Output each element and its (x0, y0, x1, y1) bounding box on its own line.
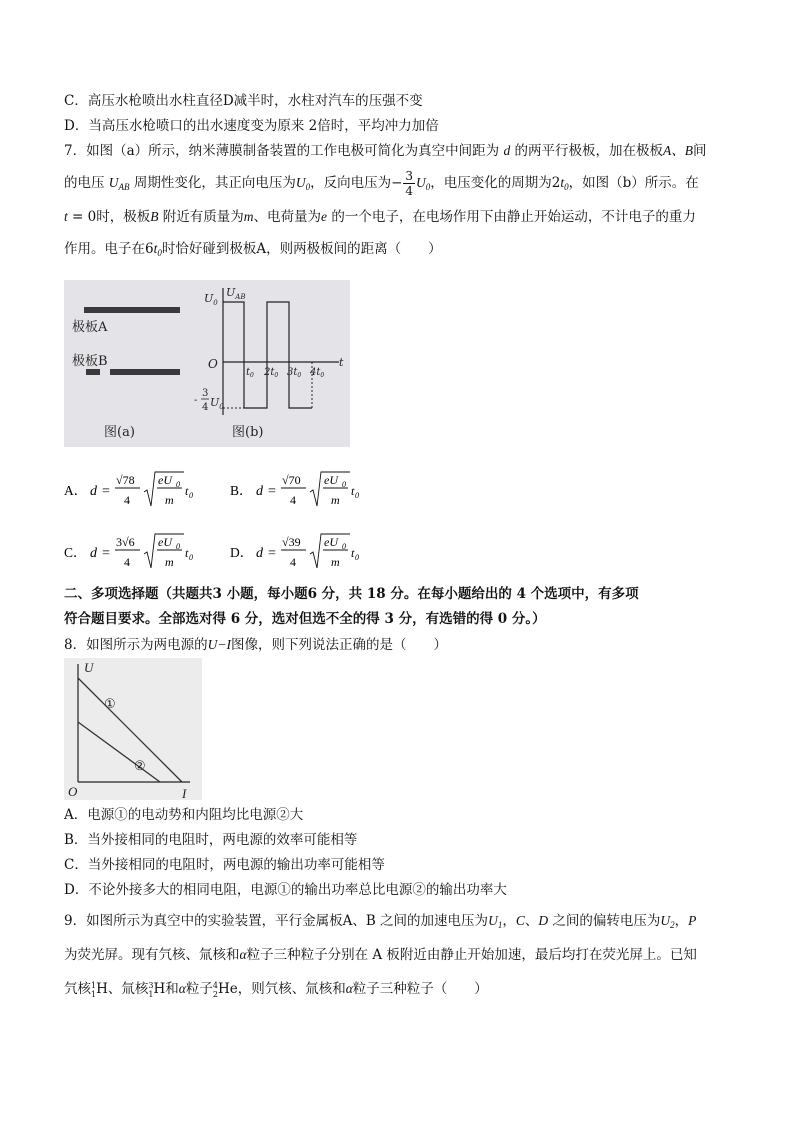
svg-text:m: m (331, 493, 340, 507)
q8-option-d: D．不论外接多大的相同电阻，电源①的输出功率总比电源②的输出功率大 (64, 882, 507, 898)
q7-option-d (230, 530, 380, 578)
svg-text:eU: eU (324, 535, 338, 549)
q9-stem-line3: 氕核 1 1 H、氚核 3 1 H和α粒子 4 2 He，则氕核、氚核和α粒子三种粒子（ ） (64, 980, 488, 999)
svg-text:0: 0 (342, 480, 346, 489)
q9-stem-line2: 为荧光屏。现有氕核、氚核和α粒子三种粒子分别在 A 板附近由静止开始加速，最后均打在荧光屏上。已知 (64, 947, 697, 963)
caption-a: 图(a) (104, 425, 135, 440)
svg-text:0: 0 (355, 491, 359, 500)
q7-stem-line4: 作用。电子在$6t_0$时恰好碰到极板A，则两极板间的距离（ ） (64, 241, 442, 258)
neg-frac-num: 3 (202, 388, 209, 399)
q8-line-1 (78, 678, 182, 782)
caption-b: 图(b) (232, 425, 264, 440)
svg-text:√70: √70 (282, 473, 301, 487)
svg-text:m: m (331, 555, 340, 569)
svg-text:eU: eU (158, 473, 172, 487)
svg-text:t: t (351, 546, 355, 560)
svg-text:4: 4 (290, 555, 296, 569)
svg-text:0: 0 (176, 542, 180, 551)
svg-text:4: 4 (290, 493, 296, 507)
q7-option-c (64, 530, 214, 578)
svg-text:3√6: 3√6 (116, 535, 135, 549)
q7-option-a (64, 468, 214, 516)
q7-figure (64, 280, 350, 447)
q8-line-2 (78, 722, 160, 782)
svg-text:0: 0 (189, 491, 193, 500)
svg-text:C．: C． (64, 545, 87, 560)
svg-text:=: = (102, 484, 110, 499)
q8-curve-label-2: ② (134, 758, 146, 773)
section2-heading-line1: 二、多项选择题（共题共3 小题，每小题6 分，共 18 分。在每小题给出的 4 个选项中，有多项 (64, 586, 639, 602)
svg-text:t: t (185, 546, 189, 560)
svg-text:t: t (351, 484, 355, 498)
svg-text:0: 0 (355, 553, 359, 562)
q8-axis-x-label: I (182, 786, 187, 800)
svg-text:d: d (90, 546, 97, 561)
plate-a-bar (84, 307, 180, 313)
tick-label-t0: $t_0$ (246, 367, 254, 379)
svg-text:4: 4 (124, 493, 130, 507)
plate-b-small-bar (86, 369, 100, 375)
axis-y-label: $U_{AB}$ (226, 286, 246, 301)
q6-option-c: C．高压水枪喷出水柱直径D减半时，水柱对汽车的压强不变 (64, 93, 423, 109)
q8-figure (64, 658, 202, 800)
q6-option-d: D．当高压水枪喷口的出水速度变为原来 2倍时，平均冲力加倍 (64, 118, 439, 134)
q7-stem-line3: t = 0时，极板B 附近有质量为m、电荷量为e 的一个电子，在电场作用下由静止开始运动，不计电子的重力 (64, 209, 696, 225)
neg-sign: - (194, 395, 198, 406)
svg-text:√39: √39 (282, 535, 301, 549)
q8-option-b: B．当外接相同的电阻时，两电源的效率可能相等 (64, 832, 358, 848)
section2-heading-line2: 符合题目要求。全部选对得 6 分，选对但选不全的得 3 分，有选错的得 0 分。） (64, 611, 546, 627)
plate-b-label: 极板B (72, 354, 108, 369)
q7-stem-line2: 的电压 $U_{AB}$ 周期性变化，其正向电压为$U_0$，反向电压为− $\frac{3}{4}$ $U_0$，电压变化的周期为$2t_0$，如图（b）所示。在 (64, 169, 699, 198)
axis-x-label: t (339, 356, 344, 369)
svg-text:0: 0 (342, 542, 346, 551)
q7-option-b (230, 468, 380, 516)
svg-text:eU: eU (324, 473, 338, 487)
svg-text:0: 0 (189, 553, 193, 562)
svg-text:4: 4 (124, 555, 130, 569)
u0-label: $U_0$ (204, 292, 218, 307)
q8-origin-label: O (68, 784, 78, 799)
svg-text:=: = (268, 484, 276, 499)
svg-text:eU: eU (158, 535, 172, 549)
q8-stem: 8．如图所示为两电源的U−I图像，则下列说法正确的是（ ） (64, 637, 447, 653)
q8-option-a: A．电源①的电动势和内阻均比电源②大 (64, 807, 304, 823)
svg-text:d: d (90, 484, 97, 499)
neg-u0-label: $U_0$ (210, 396, 224, 411)
svg-text:A．: A． (64, 483, 88, 498)
svg-text:0: 0 (176, 480, 180, 489)
plate-b-bar (110, 369, 180, 375)
q7-frac-3-4: $\frac{3}{4}$ (405, 169, 414, 198)
svg-text:B．: B． (230, 483, 253, 498)
svg-text:=: = (102, 546, 110, 561)
svg-text:t: t (185, 484, 189, 498)
tick-label-2t0: $2t_0$ (264, 367, 279, 379)
q7-stem-line1: 7．如图（a）所示，纳米薄膜制备装置的工作电极可简化为真空中间距为 d 的两平行极板，加在极板A、B间 (64, 143, 707, 159)
svg-text:D．: D． (230, 545, 254, 560)
svg-text:d: d (256, 484, 263, 499)
q9-stem-line1: 9．如图所示为真空中的实验装置，平行金属板A、B 之间的加速电压为$U_1$，C、D 之间的偏转电压为$U_2$，P (64, 913, 697, 930)
svg-text:√78: √78 (116, 473, 135, 487)
svg-text:=: = (268, 546, 276, 561)
tick-label-3t0: $3t_0$ (287, 367, 302, 379)
q8-option-c: C．当外接相同的电阻时，两电源的输出功率可能相等 (64, 857, 385, 873)
svg-text:m: m (165, 555, 174, 569)
plate-a-label: 极板A (72, 320, 108, 335)
svg-text:d: d (256, 546, 263, 561)
q8-curve-label-1: ① (104, 696, 116, 711)
origin-label: O (208, 357, 218, 371)
svg-text:m: m (165, 493, 174, 507)
neg-frac-den: 4 (202, 402, 209, 413)
q8-axis-y-label: U (84, 660, 94, 675)
tick-label-4t0: $4t_0$ (310, 367, 325, 379)
